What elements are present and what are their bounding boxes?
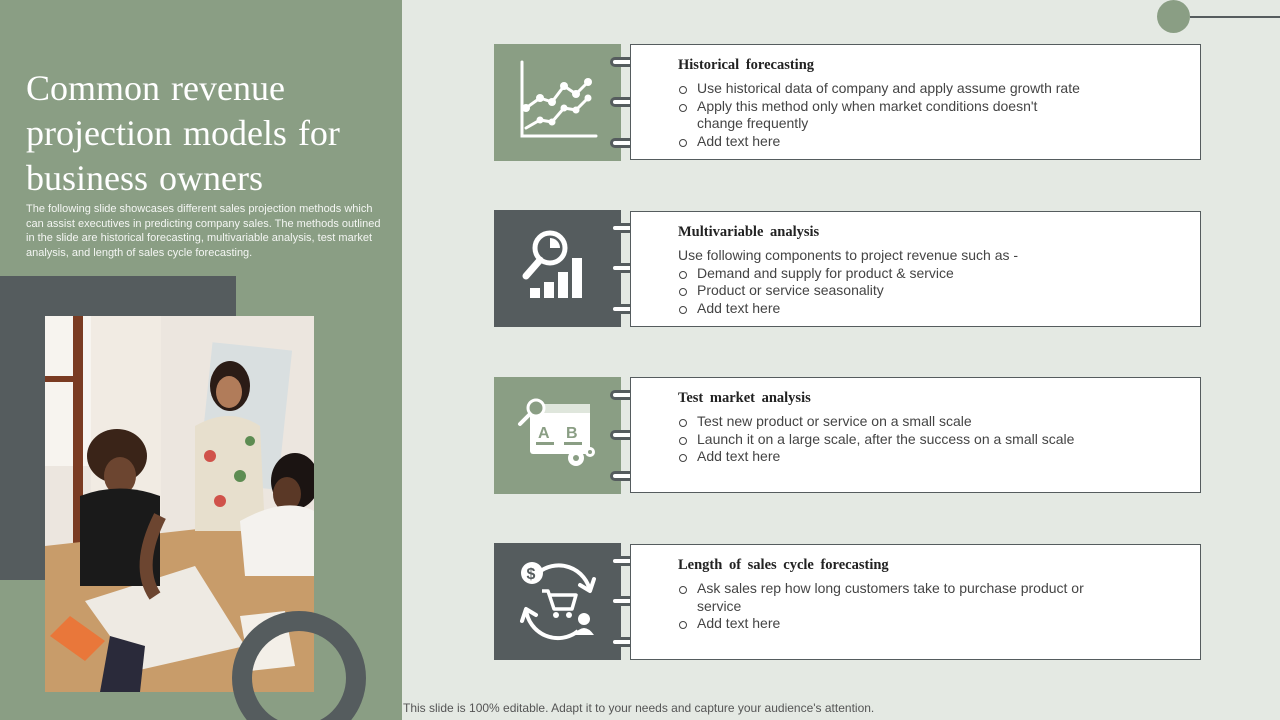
slide-footer: This slide is 100% editable. Adapt it to your needs and capture your audience's attention. (403, 701, 875, 715)
card-icon-box (494, 210, 621, 327)
card-title: Test market analysis (678, 390, 811, 406)
card-bullet: Test new product or service on a small scale (678, 413, 1188, 431)
card-intro: Use following components to project revenue such as - (678, 247, 1019, 263)
bullet-icon (679, 288, 687, 296)
bullet-icon (679, 437, 687, 445)
analysis-magnifier-icon (518, 226, 598, 311)
bullet-icon (679, 271, 687, 279)
method-card-test-market (630, 377, 1201, 493)
method-card-historical (630, 44, 1201, 160)
card-bullet: Add text here (678, 615, 1188, 633)
card-icon-box (494, 44, 621, 161)
svg-text:$: $ (526, 566, 535, 583)
method-card-sales-cycle (630, 544, 1201, 660)
bullet-icon (679, 454, 687, 462)
card-title: Length of sales cycle forecasting (678, 557, 889, 573)
ab-test-icon (516, 396, 600, 475)
slide-title: Common revenue projection models for business owners (26, 68, 340, 198)
bullet-icon (679, 586, 687, 594)
card-icon-box (494, 543, 621, 660)
svg-text:B: B (565, 425, 578, 442)
bullet-icon (679, 86, 687, 94)
card-bullet: Demand and supply for product & service (678, 265, 1188, 283)
card-bullet: Add text here (678, 133, 1188, 151)
slide-description: The following slide showcases different sales projection methods which can assist executives in predicting company sales. The methods outlined in the slide are historical forecasting, multivariable analysis, test market analysis, and length of sales cycle forecasting. (26, 203, 381, 259)
bullet-icon (679, 104, 687, 112)
decorative-circle (1157, 0, 1190, 33)
svg-text:A: A (537, 425, 550, 442)
method-card-multivariable (630, 211, 1201, 327)
bullet-icon (679, 139, 687, 147)
card-bullet: Product or service seasonality (678, 282, 1188, 300)
line-chart-icon (516, 58, 600, 147)
card-bullet: Add text here (678, 448, 1188, 466)
left-panel (0, 0, 402, 720)
bullet-icon (679, 621, 687, 629)
card-bullet: Launch it on a large scale, after the success on a small scale (678, 431, 1188, 449)
card-bullet: Apply this method only when market conditions doesn't change frequently (678, 98, 1188, 133)
card-title: Historical forecasting (678, 57, 815, 73)
bullet-icon (679, 306, 687, 314)
decorative-line (1190, 16, 1280, 18)
sales-cycle-icon (516, 557, 600, 646)
card-bullet: Add text here (678, 300, 1188, 318)
bullet-icon (679, 419, 687, 427)
card-bullet: Ask sales rep how long customers take to purchase product or service (678, 580, 1188, 615)
card-icon-box (494, 377, 621, 494)
card-bullet: Use historical data of company and apply assume growth rate (678, 80, 1188, 98)
card-title: Multivariable analysis (678, 224, 820, 240)
